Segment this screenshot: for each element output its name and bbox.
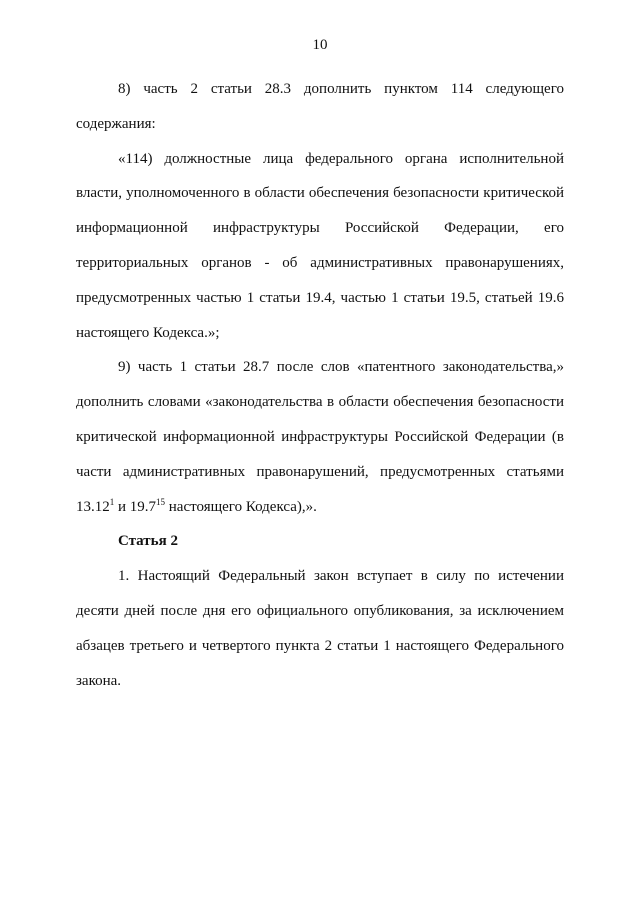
paragraph-item-8: 8) часть 2 статьи 28.3 дополнить пунктом 114 следующего содержания: [76, 81, 564, 132]
item-9-text: 9) часть 1 статьи 28.7 после слов «патентного законодательства,» дополнить словами «законодательства в области обеспечения безопасности критической информационной инфраструктуры Российской Федерации (в части административных правонарушений, предусмотренных статьями [76, 359, 564, 480]
article-2-paragraph-1: 1. Настоящий Федеральный закон вступает в силу по истечении десяти дней после дня его официального опубликования, за исключением абзацев третьего и четвертого пункта 2 статьи 1 настоящего Федерального закона. [76, 568, 564, 689]
page-number: 10 [312, 37, 328, 53]
paragraph-item-114: «114) должностные лица федерального органа исполнительной власти, уполномоченного в области обеспечения безопасности критической информационной инфраструктуры Российской Федерации, его территориальных органов - об административных правонарушениях, предусмотренных частью 1 статьи 19.4, частью 1 статьи 19.5, статьей 19.6 настоящего Кодекса.»; [76, 150, 564, 341]
item-9-tail: настоящего Кодекса),». [165, 498, 317, 515]
paragraph-item-9 [76, 350, 564, 524]
conjunction: и [114, 498, 130, 515]
document-body [76, 72, 564, 698]
reference-13-12-1: 13.12$^1$ [76, 496, 115, 515]
article-2-heading: Статья 2 [118, 533, 178, 550]
reference-19-7-15: 19.7$^{15}$ [129, 496, 166, 515]
